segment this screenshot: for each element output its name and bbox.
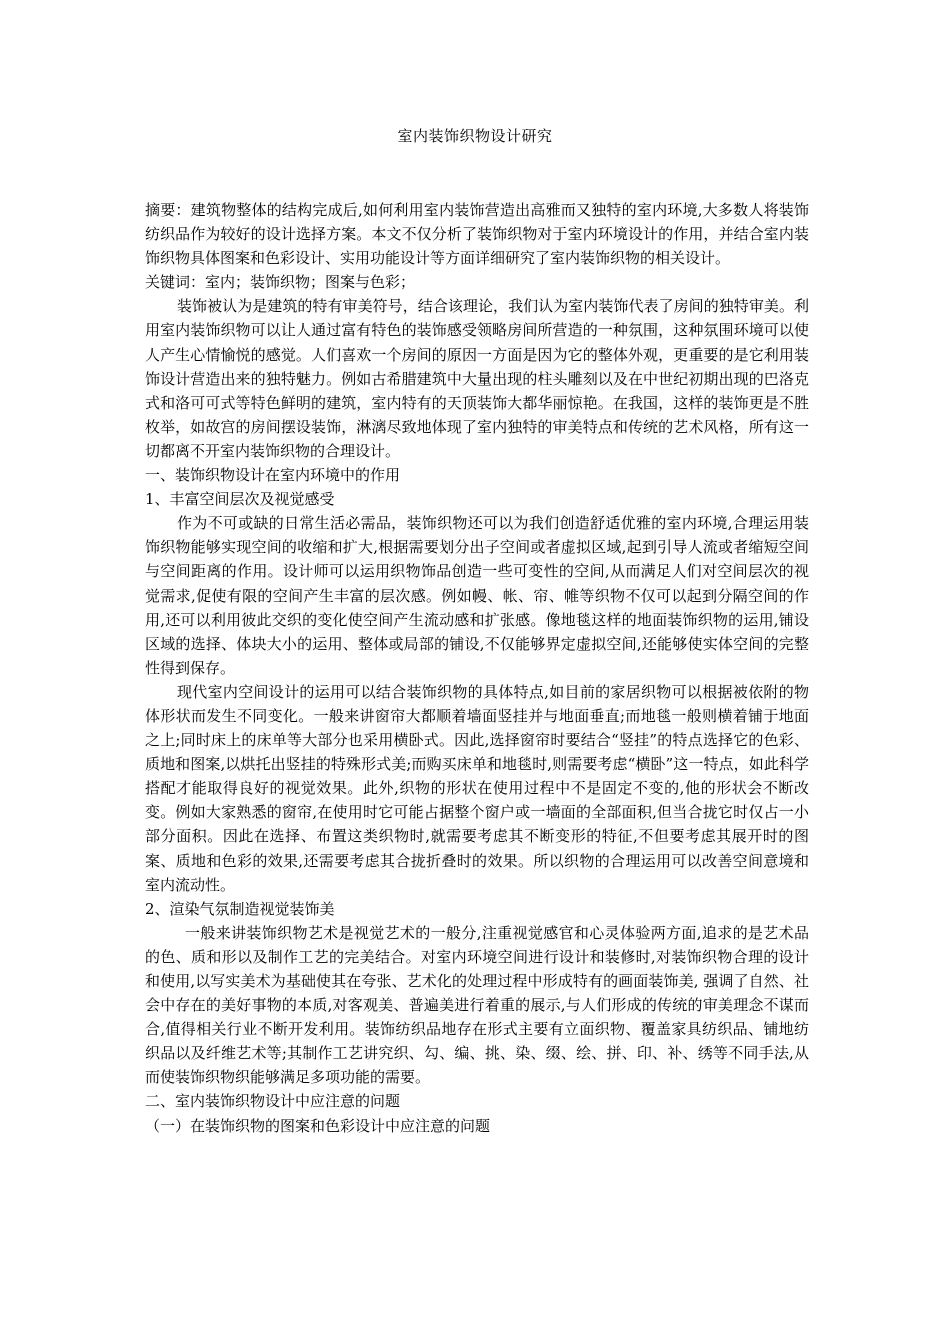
abstract-paragraph: 摘要：建筑物整体的结构完成后,如何利用室内装饰营造出高雅而又独特的室内环境,大多数人将装饰纺织品作为较好的设计选择方案。本文不仅分析了装饰织物对于室内环境设计的作用，并结合室内装饰织物具体图案和色彩设计、实用功能设计等方面详细研究了室内装饰织物的相关设计。 [145, 201, 809, 268]
section-heading-2: 二、室内装饰织物设计中应注意的问题 [145, 1092, 401, 1111]
intro-paragraph: 装饰被认为是建筑的特有审美符号，结合该理论，我们认为室内装饰代表了房间的独特审美。利用室内装饰织物可以让人通过富有特色的装饰感受领略房间所营造的一种氛围，这种氛围环境可以使人产生心情愉悦的感觉。人们喜欢一个房间的原因一方面是因为它的整体外观，更重要的是它利用装饰设计营造出来的独特魅力。例如古希腊建筑中大量出现的柱头雕刻以及在中世纪初期出现的巴洛克式和洛可可式等特色鲜明的建筑，室内特有的天顶装饰大都华丽惊艳。在我国，这样的装饰更是不胜枚举，如故宫的房间摆设装饰，淋漓尽致地体现了室内独特的审美特点和传统的艺术风格，所有这一切都离不开室内装饰织物的合理设计。 [145, 297, 809, 460]
subsection-heading-2-1: （一）在装饰织物的图案和色彩设计中应注意的问题 [145, 1116, 491, 1135]
paragraph-1-1-a: 作为不可或缺的日常生活必需品，装饰织物还可以为我们创造舒适优雅的室内环境,合理运用装饰织物能够实现空间的收缩和扩大,根据需要划分出子空间或者虚拟区域,起到引导人流或者缩短空间与空间距离的作用。设计师可以运用织物饰品创造一些可变性的空间,从而满足人们对空间层次的视觉需求,促使有限的空间产生丰富的层次感。例如幔、帐、帘、帷等织物不仅可以起到分隔空间的作用,还可以利用彼此交织的变化使空间产生流动感和扩张感。像地毯这样的地面装饰织物的运用,铺设区域的选择、体块大小的运用、整体或局部的铺设,不仅能够界定虚拟空间,还能够使实体空间的完整性得到保存。 [145, 514, 809, 677]
paragraph-1-1-b: 现代室内空间设计的运用可以结合装饰织物的具体特点,如目前的家居织物可以根据被依附的物体形状而发生不同变化。一般来讲窗帘大都顺着墙面竖挂并与地面垂直;而地毯一般则横着铺于地面之上;同时床上的床单等大部分也采用横卧式。因此,选择窗帘时要结合“竖挂”的特点选择它的色彩、质地和图案,以烘托出竖挂的特殊形式美;而购买床单和地毯时,则需要考虑“横卧”这一特点，如此科学搭配才能取得良好的视觉效果。此外,织物的形状在使用过程中不是固定不变的,他的形状会不断改变。例如大家熟悉的窗帘,在使用时它可能占据整个窗户或一墙面的全部面积,但当合拢它时仅占一小部分面积。因此在选择、布置这类织物时,就需要考虑其不断变形的特征,不但要考虑其展开时的图案、质地和色彩的效果,还需要考虑其合拢折叠时的效果。所以织物的合理运用可以改善空间意境和室内流动性。 [145, 682, 809, 894]
document-title: 室内装饰织物设计研究 [397, 127, 553, 145]
section-heading-1: 一、装饰织物设计在室内环境中的作用 [145, 466, 401, 485]
paragraph-1-2-a: 一般来讲装饰织物艺术是视觉艺术的一般分,注重视觉感官和心灵体验两方面,追求的是艺术品的色、质和形以及制作工艺的完美结合。对室内环境空间进行设计和装修时,对装饰织物合理的设计和使用,以写实美术为基础使其在夸张、艺术化的处理过程中形成特有的画面装饰美, 强调了自然、社会中存在的美好事物的本质,对客观美、普遍美进行着重的展示,与人们形成的传统的审美理念不谋而合,值得相关行业不断开发利用。装饰纺织品地存在形式主要有立面织物、覆盖家具纺织品、铺地纺织品以及纤维艺术等;其制作工艺讲究织、勾、编、挑、染、缀、绘、拼、印、补、绣等不同手法,从而使装饰织物织能够满足多项功能的需要。 [145, 923, 809, 1087]
subsection-heading-1-2: 2、渲染气氛制造视觉装饰美 [145, 899, 335, 918]
subsection-heading-1-1: 1、丰富空间层次及视觉感受 [145, 490, 335, 509]
keywords-line: 关键词：室内；装饰织物；图案与色彩； [145, 273, 416, 292]
document-body [145, 198, 809, 1138]
